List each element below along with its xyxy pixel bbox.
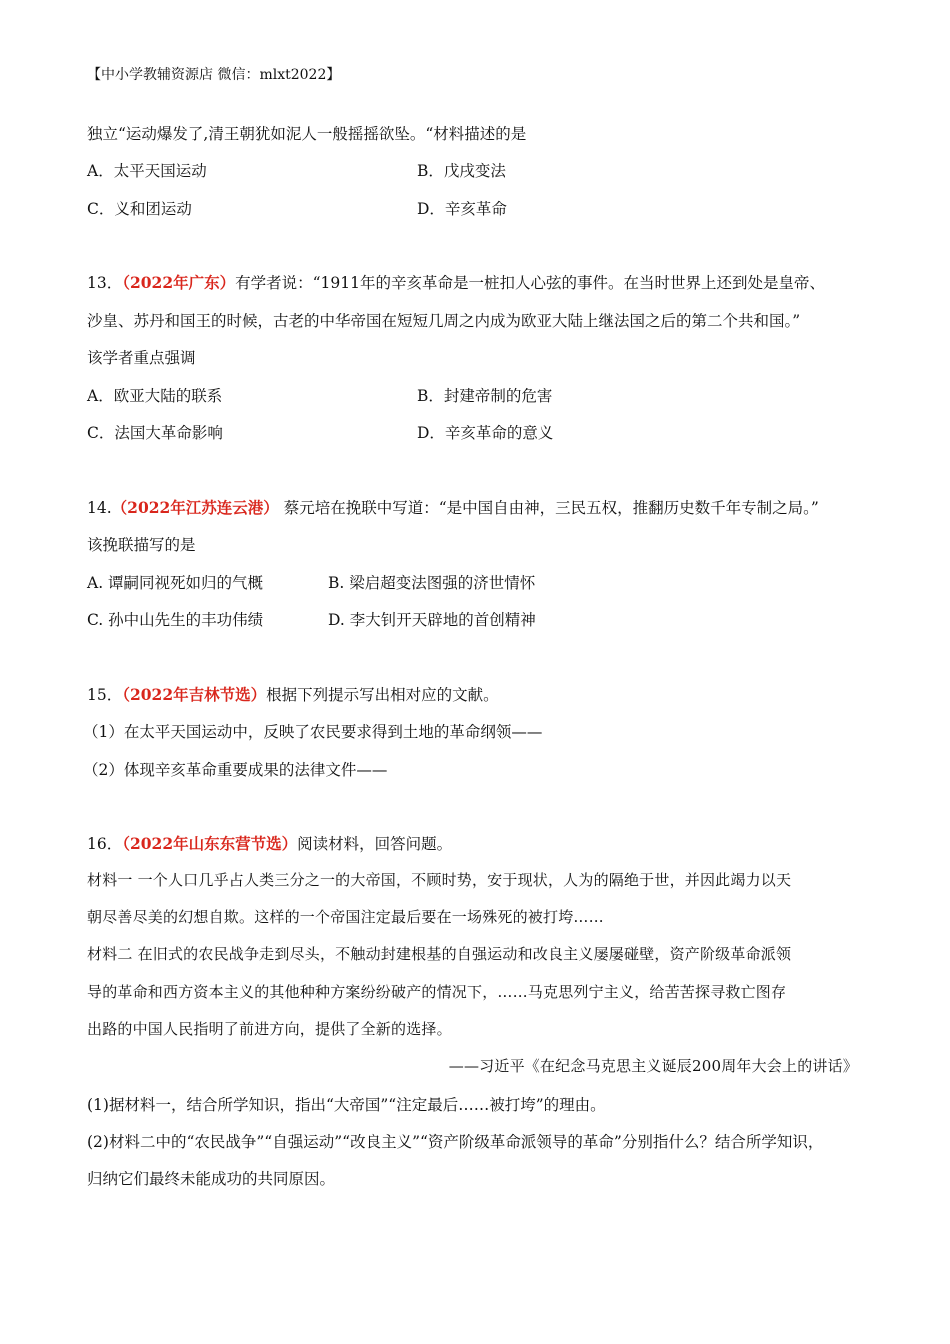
q16-material2-line2: 导的革命和西方资本主义的其他种种方案纷纷破产的情况下，……马克思列宁主义，给苦苦探寻救亡图存: [87, 983, 787, 1001]
q16-number: 16．: [87, 835, 123, 853]
q16-material1-line1: 材料一 一个人口几乎占人类三分之一的大帝国，不顾时势，安于现状，人为的隔绝于世，并因此竭力以天: [87, 871, 792, 889]
q13-option-c: C．法国大革命影响: [87, 424, 223, 442]
q16-material1-line2: 朝尽善尽美的幻想自欺。这样的一个帝国注定最后要在一场殊死的被打垮……: [87, 908, 604, 926]
q12-option-c: C．义和团运动: [87, 200, 192, 218]
q13-option-b: B．封建帝制的危害: [417, 387, 553, 405]
q16-material2-line1: 材料二 在旧式的农民战争走到尽头，不触动封建根基的自强运动和改良主义屡屡碰壁，资产阶级革命派领: [87, 945, 792, 963]
q16-sub2-line2: 归纳它们最终未能成功的共同原因。: [87, 1170, 336, 1188]
q16-source: （2022年山东东营节选）: [122, 834, 298, 853]
q14-option-d: D. 李大钊开天辟地的首创精神: [328, 611, 536, 629]
q16-stem-text: 阅读材料，回答问题。: [297, 835, 453, 853]
q14-stem-line1: 蔡元培在挽联中写道：“是中国自由神，三民五权，推翻历史数千年专制之局。”: [278, 499, 819, 517]
q14-stem: [87, 496, 819, 518]
q14-option-b: B. 梁启超变法图强的济世情怀: [328, 574, 536, 592]
q15-source: （2022年吉林节选）: [122, 685, 267, 704]
q13-source: （2022年广东）: [122, 273, 236, 292]
q15-sub2: （2）体现辛亥革命重要成果的法律文件——: [83, 761, 388, 779]
q13-option-a: A．欧亚大陆的联系: [87, 387, 223, 405]
q14-stem-line2: 该挽联描写的是: [87, 536, 196, 554]
q13-stem-line2: 沙皇、苏丹和国王的时候，古老的中华帝国在短短几周之内成为欧亚大陆上继法国之后的第二个共和国。”: [87, 312, 801, 330]
q15-sub1: （1）在太平天国运动中，反映了农民要求得到土地的革命纲领——: [83, 723, 543, 741]
q12-option-b: B．戊戌变法: [417, 162, 506, 180]
page-header: 【中小学教辅资源店 微信：mlxt2022】: [87, 67, 341, 83]
q16-sub1: (1)据材料一，结合所学知识，指出“大帝国”“注定最后……被打垮”的理由。: [87, 1096, 606, 1114]
q14-source: （2022年江苏连云港）: [111, 498, 279, 517]
q12-option-d: D．辛亥革命: [417, 200, 507, 218]
q13-number: 13．: [87, 274, 123, 292]
q14-option-c: C. 孙中山先生的丰功伟绩: [87, 611, 264, 629]
q13-option-d: D．辛亥革命的意义: [417, 424, 554, 442]
q13-stem-line1: 有学者说：“1911年的辛亥革命是一桩扣人心弦的事件。在当时世界上还到处是皇帝、: [235, 274, 825, 292]
q16-citation: ——习近平《在纪念马克思主义诞辰200周年大会上的讲话》: [448, 1057, 858, 1075]
q14-number: 14.: [87, 499, 112, 517]
q15-stem-text: 根据下列提示写出相对应的文献。: [266, 686, 499, 704]
q12-stem: 独立“运动爆发了,清王朝犹如泥人一般摇摇欲坠。“材料描述的是: [87, 125, 527, 143]
q15-stem: [87, 683, 499, 705]
q13-stem-line3: 该学者重点强调: [87, 349, 196, 367]
q15-number: 15．: [87, 686, 123, 704]
q16-stem: [87, 832, 452, 854]
q13-stem: [87, 271, 825, 293]
q14-option-a: A. 谭嗣同视死如归的气概: [87, 574, 264, 592]
q16-sub2-line1: (2)材料二中的“农民战争”“自强运动”“改良主义”“资产阶级革命派领导的革命”分别指什么？结合所学知识，: [87, 1133, 824, 1151]
q16-material2-line3: 出路的中国人民指明了前进方向，提供了全新的选择。: [87, 1020, 452, 1038]
q12-option-a: A．太平天国运动: [87, 162, 207, 180]
